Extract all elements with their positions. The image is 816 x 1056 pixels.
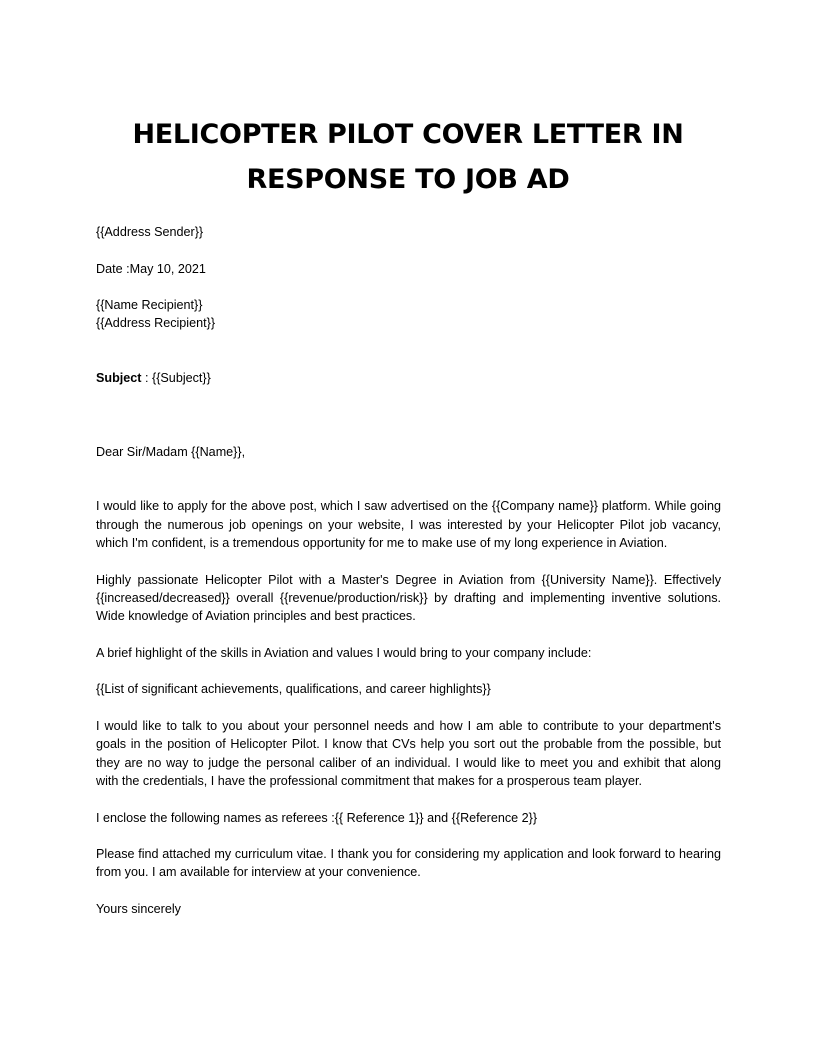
date-line: Date :May 10, 2021: [96, 261, 206, 276]
letter-body: [96, 223, 721, 918]
paragraph-application: I would like to apply for the above post, which I saw advertised on the {{Company name}} platform. While going through the numerous job openings on your website, I was interested by your Helicopter Pilot job vacancy, which I'm confident, is a tremendous opportunity for me to make use of my long experience in Aviation.: [96, 499, 721, 551]
address-sender: {{Address Sender}}: [96, 225, 204, 239]
name-recipient: {{Name Recipient}}: [96, 298, 203, 313]
salutation: Dear Sir/Madam {{Name}},: [96, 444, 246, 459]
address-recipient: {{Address Recipient}}: [96, 316, 216, 331]
paragraph-references: I enclose the following names as referees :{{ Reference 1}} and {{Reference 2}}: [96, 810, 538, 825]
title-line-1: HELICOPTER PILOT COVER LETTER IN: [132, 119, 684, 150]
closing-signoff: Yours sincerely: [96, 901, 181, 916]
subject-value: : {{Subject}}: [141, 371, 211, 386]
subject-line: [96, 369, 721, 387]
subject-label: Subject: [96, 371, 142, 386]
paragraph-closing-remarks: Please find attached my curriculum vitae. I thank you for considering my application and look forward to hearing from you. I am available for interview at your convenience.: [96, 847, 721, 880]
document-title: [96, 112, 720, 202]
paragraph-interview-request: I would like to talk to you about your personnel needs and how I am able to contribute to your department's goals in the position of Helicopter Pilot. I know that CVs help you sort out the probable from the possible, but they are no way to judge the personal caliber of an individual. I would like to meet you and exhibit that along with the credentials, I have the professional commitment that makes for a prosperous team player.: [96, 719, 721, 788]
title-line-2: RESPONSE TO JOB AD: [246, 164, 570, 195]
paragraph-achievements: {{List of significant achievements, qualifications, and career highlights}}: [96, 682, 491, 697]
paragraph-skills-intro: A brief highlight of the skills in Aviation and values I would bring to your company include:: [96, 645, 592, 660]
paragraph-qualifications: Highly passionate Helicopter Pilot with a Master's Degree in Aviation from {{University Name}}. Effectively {{increased/decreased}} overall {{revenue/production/risk}} by drafting and implementing inventive solutions. Wide knowledge of Aviation principles and best practices.: [96, 572, 721, 624]
